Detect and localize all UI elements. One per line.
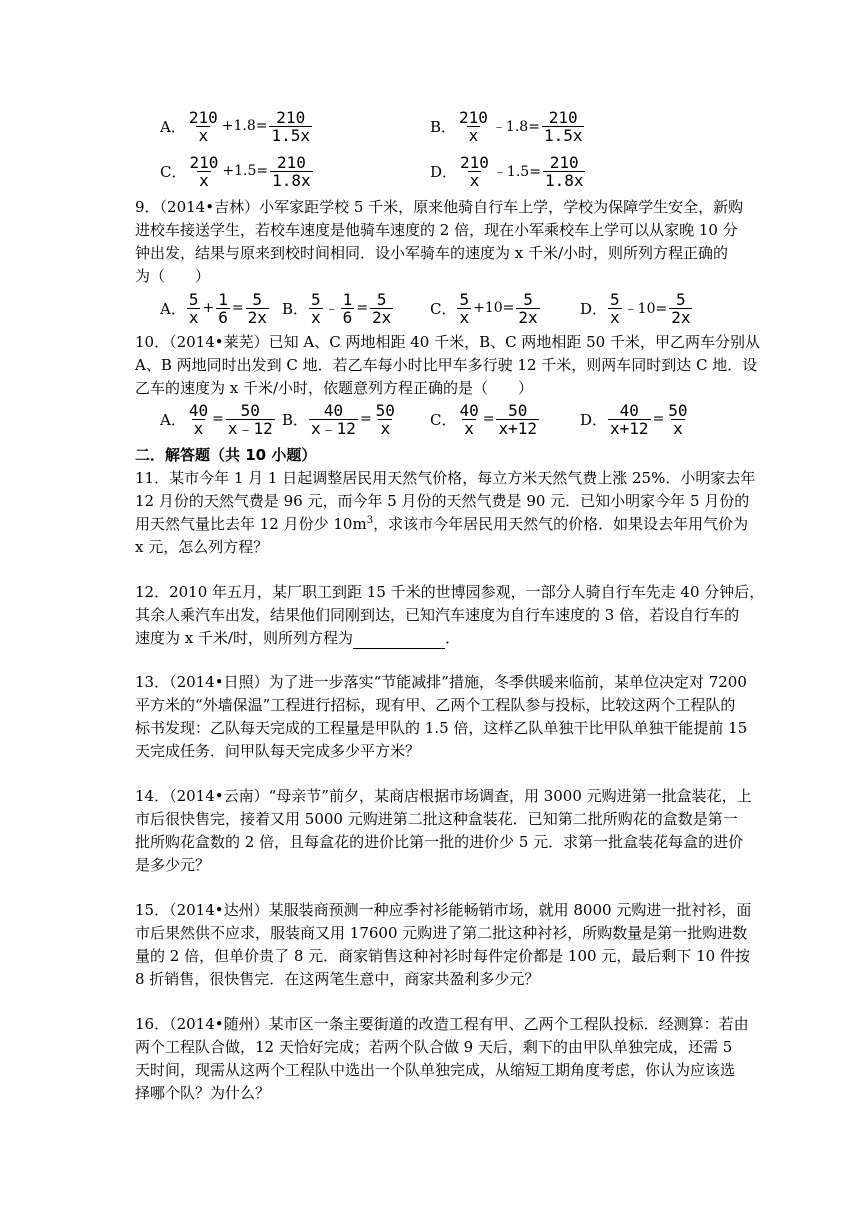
q16-line: 择哪个队？为什么？ [135,1084,271,1102]
q11-line: 用天然气量比去年 12 月份少 $10m^3$，求该市今年居民用天然气的价格．如果设去年用气价为 [135,515,749,533]
fraction: $\frac{5}{2x}$ [671,289,691,327]
q13-line: 天完成任务．问甲队每天完成多少平方米？ [135,742,421,760]
q8-option-d [430,151,586,191]
option-label: D． [580,410,608,429]
fraction: $\frac{50}{x}$ [668,400,688,438]
fraction: $\frac{5}{x}$ [311,289,321,327]
fraction: $\frac{210}{x}$ [188,107,218,145]
fraction: $\frac{5}{2x}$ [518,289,538,327]
operator: ﹣ [324,301,339,317]
fraction: $\frac{210}{1.8x}$ [272,152,311,190]
fraction: $\frac{210}{x}$ [459,107,488,145]
fraction: $\frac{40}{x﹣12}$ [311,400,356,438]
q10-options-row [160,399,720,439]
option-label: B． [282,299,309,318]
operator: + [202,300,215,316]
option-label: B． [430,117,457,136]
option-label: A． [160,410,186,429]
q14-line: 14．（2014•云南）“母亲节”前夕，某商店根据市场调查，用 3000 元购进第一批盒装花，上 [135,787,752,805]
operator: +10= [473,300,515,316]
q13-line: 标书发现：乙队每天完成的工程量是甲队的 1.5 倍，这样乙队单独干比甲队单独干能提前 15 [135,719,748,737]
q11-line: x 元，怎么列方程？ [135,538,269,556]
q9-line: 为（ ） [135,267,211,285]
q13-line: 13．（2014•日照）为了进一步落实“节能减排”措施，冬季供暖来临前，某单位决定对 7200 [135,673,747,691]
q11-line: 11．某市今年 1 月 1 日起调整居民用天然气价格，每立方米天然气费上涨 25%．小明家去年 [135,469,756,487]
fraction: $\frac{50}{x﹣12}$ [227,400,273,438]
option-label: C． [430,299,457,318]
q16-line: 天时间，现需从这两个工程队中选出一个队单独完成，从缩短工期角度考虑，你认为应该选 [135,1061,736,1079]
q15-line: 15．（2014•达州）某服装商预测一种应季衬衫能畅销市场，就用 8000 元购进一批衬衫，面 [135,901,752,919]
q9-line: 钟出发，结果与原来到校时间相同．设小军骑车的速度为 x 千米/小时，则所列方程正确的 [135,244,729,262]
q11-line: 12 月份的天然气费是 96 元，而今年 5 月份的天然气费是 90 元．已知小明家今年 5 月份的 [135,492,750,510]
fraction: $\frac{40}{x}$ [459,400,479,438]
q8-options-row-2 [160,151,760,191]
fraction: $\frac{5}{x}$ [188,289,199,327]
operator: = [359,411,372,427]
q15-line: 量的 2 倍，但单价贵了 8 元．商家销售这种衬衫时每件定价都是 100 元，最后剩下 10 件按 [135,947,750,965]
fraction: $\frac{210}{1.5x}$ [271,107,311,145]
q10-option-a [160,399,276,439]
q10-option-b [282,399,398,439]
operator: = [356,300,369,316]
q9-option-d [580,288,693,328]
operator: +1.8= [221,118,268,134]
fraction: $\frac{1}{6}$ [218,289,228,327]
q16-line: 16．（2014•随州）某市区一条主要街道的改造工程有甲、乙两个工程队投标．经测算：若由 [135,1015,749,1033]
q14-line: 市后很快售完，接着又用 5000 元购进第二批这种盒装花．已知第二批所购花的盒数是第一 [135,810,738,828]
operator: = [231,300,244,316]
operator: = [482,411,495,427]
operator: ﹣10= [623,301,668,317]
fraction: $\frac{5}{x}$ [610,289,620,327]
option-label: C． [430,410,457,429]
q13-line: 平方米的“外墙保温”工程进行招标，现有甲、乙两个工程队参与投标，比较这两个工程队的 [135,696,736,714]
fraction: $\frac{50}{x}$ [375,400,395,438]
fraction: $\frac{1}{6}$ [342,289,353,327]
answer-blank[interactable] [353,632,445,649]
q14-line: 是多少元？ [135,856,211,874]
q9-options-row [160,288,720,328]
option-label: A． [160,299,186,318]
q8-options-row-1 [160,106,760,146]
operator: = [212,411,224,427]
q10-line: A、B 两地同时出发到 C 地．若乙车每小时比甲车多行驶 12 千米，则两车同时到达 C 地．设 [135,356,758,374]
q12-line: 速度为 x 千米/时，则所列方程为 ． [135,629,461,647]
q9-line: 9．（2014•吉林）小军家距学校 5 千米，原来他骑自行车上学，学校为保障学生安全，新购 [135,198,744,216]
operator: ﹣1.5= [492,164,541,180]
option-label: A． [160,117,186,136]
q15-line: 市后果然供不应求，服装商又用 17600 元购进了第二批这种衬衫，所购数量是第一批购进数 [135,924,748,942]
q10-option-c [430,399,540,439]
section-title: 二．解答题（共 10 小题） [135,446,317,464]
operator: = [652,411,665,427]
operator: +1.5= [222,163,269,179]
fraction: $\frac{210}{x}$ [189,152,219,190]
q9-line: 进校车接送学生，若校车速度是他骑车速度的 2 倍，现在小军乘校车上学可以从家晚 10 分 [135,221,738,239]
fraction: $\frac{210}{1.5x}$ [543,107,583,145]
option-label: C． [160,162,187,181]
q12-line: 12．2010 年五月，某厂职工到距 15 千米的世博园参观，一部分人骑自行车先走 40 分钟后， [135,583,765,601]
q9-option-a [160,288,270,328]
q10-option-d [580,399,691,439]
fraction: $\frac{210}{x}$ [460,152,489,190]
q16-line: 两个工程队合做，12 天恰好完成；若两个队合做 9 天后，剩下的由甲队单独完成，还需 5 [135,1038,733,1056]
q8-option-c [160,151,314,191]
q8-option-b [430,106,585,146]
q14-line: 批所购花盒数的 2 倍，且每盒花的进价比第一批的进价少 5 元．求第一批盒装花每盒的进价 [135,833,744,851]
q10-line: 10．（2014•莱芜）已知 A、C 两地相距 40 千米，B、C 两地相距 50 千米，甲乙两车分别从 [135,333,760,351]
fraction: $\frac{5}{x}$ [459,289,470,327]
q15-line: 8 折销售，很快售完．在这两笔生意中，商家共盈利多少元？ [135,970,540,988]
q10-line: 乙车的速度为 x 千米/小时，依题意列方程正确的是（ ） [135,379,534,397]
q8-option-a [160,106,313,146]
q12-line: 其余人乘汽车出发，结果他们同刚到达，已知汽车速度为自行车速度的 3 倍，若设自行车的 [135,606,740,624]
fraction: $\frac{40}{x+12}$ [610,400,649,438]
q9-option-c [430,288,541,328]
option-label: B． [282,410,309,429]
fraction: $\frac{50}{x+12}$ [498,400,538,438]
fraction: $\frac{40}{x}$ [188,400,209,438]
fraction: $\frac{5}{2x}$ [372,289,392,327]
fraction: $\frac{210}{1.8x}$ [544,152,584,190]
fraction: $\frac{5}{2x}$ [247,289,267,327]
option-label: D． [580,299,608,318]
option-label: D． [430,162,458,181]
operator: ﹣1.8= [491,119,540,135]
q9-option-b [282,288,394,328]
